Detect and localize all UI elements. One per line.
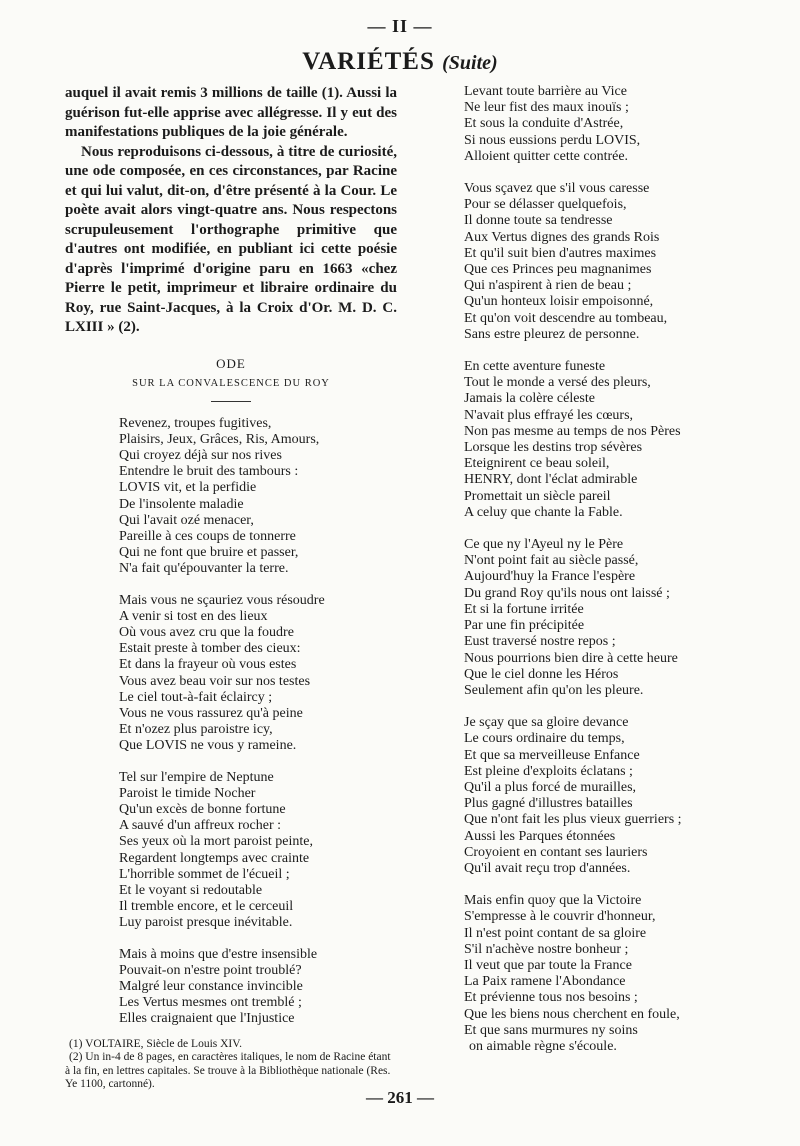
- verse-line: Plaisirs, Jeux, Grâces, Ris, Amours,: [119, 431, 320, 447]
- verse-line: Et n'ozez plus paroistre icy,: [119, 722, 273, 738]
- verse-line: Que ces Princes peu magnanimes: [464, 262, 652, 278]
- verse-line: Si nous eussions perdu LOVIS,: [464, 132, 641, 148]
- verse-line: Aussi les Parques étonnées: [464, 828, 616, 844]
- verse-line: Plus gagné d'illustres batailles: [464, 796, 633, 812]
- ode-subtitle: SUR LA CONVALESCENCE DU ROY: [132, 377, 330, 389]
- verse-line: Est pleine d'exploits éclatans ;: [464, 763, 633, 779]
- prose-paragraph: auquel il avait remis 3 millions de taille (1). Aussi la guérison fut-elle apprise avec allégresse. Il y eut des manifestations publiques de la joie générale.: [65, 85, 397, 140]
- verse-line: Pareille à ces coups de tonnerre: [119, 528, 296, 544]
- footnote: (2) Un in-4 de 8 pages, en caractères italiques, le nom de Racine étant à la fin, en lettres capitales. Se trouve à la Bibliothèque nationale (Res. Ye 1100, cartonné).: [65, 1051, 391, 1091]
- right-column: [464, 84, 754, 1055]
- verse-line: De l'insolente maladie: [119, 496, 244, 512]
- verse-line: Tout le monde a versé des pleurs,: [464, 375, 651, 391]
- verse-line: L'horrible sommet de l'écueil ;: [119, 866, 290, 882]
- verse-line: Alloient quitter cette contrée.: [464, 148, 629, 164]
- left-poem: [119, 416, 397, 1028]
- verse-line: Je sçay que sa gloire devance: [464, 715, 629, 731]
- stanza: [464, 537, 754, 699]
- verse-line: A venir si tost en des lieux: [119, 608, 268, 624]
- verse-line: Et qu'il suit bien d'autres maximes: [464, 245, 657, 261]
- verse-line: Jamais la colère céleste: [464, 391, 595, 407]
- verse-line: Aux Vertus dignes des grands Rois: [464, 229, 660, 245]
- verse-line: Et le voyant si redoutable: [119, 882, 263, 898]
- verse-line: N'ont point fait au siècle passé,: [464, 553, 639, 569]
- verse-line: Qu'il a plus forcé de murailles,: [464, 779, 637, 795]
- verse-line: Tel sur l'empire de Neptune: [119, 769, 274, 785]
- verse-line: Du grand Roy qu'ils nous ont laissé ;: [464, 585, 670, 601]
- left-column: [65, 84, 397, 1092]
- verse-line: Pour se délasser quelquefois,: [464, 197, 627, 213]
- verse-line: Lorsque les destins trop sévères: [464, 440, 643, 456]
- page-number-top: — II —: [367, 16, 433, 36]
- stanza: [464, 715, 754, 877]
- verse-line: Le cours ordinaire du temps,: [464, 731, 625, 747]
- verse-line: Seulement afin qu'on les pleure.: [464, 682, 644, 698]
- verse-line: Il donne toute sa tendresse: [464, 213, 613, 229]
- verse-line: Ce que ny l'Ayeul ny le Père: [464, 537, 624, 553]
- intro-text: [65, 84, 397, 338]
- verse-line: S'empresse à le couvrir d'honneur,: [464, 909, 656, 925]
- verse-line: on aimable règne s'écoule.: [469, 1038, 617, 1054]
- stanza: [464, 84, 754, 165]
- verse-line: Qui ne font que bruire et passer,: [119, 545, 299, 561]
- verse-line: Par une fin précipitée: [464, 618, 585, 634]
- verse-line: Vous sçavez que s'il vous caresse: [464, 181, 650, 197]
- stanza: [119, 593, 397, 755]
- verse-line: Estait preste à tomber des cieux:: [119, 641, 301, 657]
- verse-line: Revenez, troupes fugitives,: [119, 415, 272, 431]
- verse-line: Et que sa merveilleuse Enfance: [464, 747, 640, 763]
- verse-line: Les Vertus mesmes ont tremblé ;: [119, 995, 302, 1011]
- footnote: (1) VOLTAIRE, Siècle de Louis XIV.: [69, 1037, 242, 1050]
- verse-line: Et dans la frayeur où vous estes: [119, 657, 297, 673]
- verse-line: HENRY, dont l'éclat admirable: [464, 472, 638, 488]
- verse-line: Et prévienne tous nos besoins ;: [464, 990, 638, 1006]
- verse-line: En cette aventure funeste: [464, 359, 606, 375]
- verse-line: Levant toute barrière au Vice: [464, 84, 627, 99]
- verse-line: Qu'il avait reçu trop d'années.: [464, 860, 631, 876]
- verse-line: Qui croyez déjà sur nos rives: [119, 447, 282, 463]
- verse-line: Malgré leur constance invincible: [119, 979, 303, 994]
- verse-line: Et qu'on voit descendre au tombeau,: [464, 310, 668, 326]
- stanza: [464, 359, 754, 521]
- verse-line: Que le ciel donne les Héros: [464, 666, 619, 682]
- verse-line: La Paix ramene l'Abondance: [464, 974, 626, 990]
- verse-line: N'avait plus effrayé les cœurs,: [464, 407, 634, 423]
- verse-line: Que n'ont fait les plus vieux guerriers ;: [464, 812, 682, 828]
- footnotes: [65, 1038, 397, 1092]
- verse-line: Et sous la conduite d'Astrée,: [464, 116, 624, 132]
- verse-line: Vous avez beau voir sur nos testes: [119, 673, 311, 689]
- verse-line: Non pas mesme au temps de nos Pères: [464, 423, 681, 439]
- verse-line: Luy paroist presque inévitable.: [119, 915, 293, 931]
- verse-line: Mais vous ne sçauriez vous résoudre: [119, 592, 325, 608]
- page-number-bottom: — 261 —: [366, 1088, 434, 1107]
- verse-line: Ne leur fist des maux inouïs ;: [464, 100, 629, 116]
- verse-line: Croyoient en contant ses lauriers: [464, 844, 648, 860]
- verse-line: Et que sans murmures ny soins: [464, 1022, 638, 1038]
- verse-line: Eust traversé nostre repos ;: [464, 634, 616, 650]
- verse-line: N'a fait qu'épouvanter la terre.: [119, 561, 289, 577]
- stanza: [119, 770, 397, 932]
- right-poem: [464, 84, 754, 1055]
- verse-line: A sauvé d'un affreux rocher :: [119, 818, 282, 834]
- stanza: [464, 181, 754, 343]
- verse-line: Il tremble encore, et le cerceuil: [119, 899, 294, 915]
- stanza: [464, 893, 754, 1055]
- verse-line: Regardent longtemps avec crainte: [119, 850, 310, 866]
- verse-line: S'il n'achève nostre bonheur ;: [464, 941, 629, 957]
- verse-line: Que les biens nous cherchent en foule,: [464, 1006, 680, 1022]
- verse-line: Le ciel tout-à-fait éclaircy ;: [119, 689, 273, 705]
- verse-line: Où vous avez cru que la foudre: [119, 624, 294, 640]
- verse-line: LOVIS vit, et la perfidie: [119, 480, 257, 496]
- verse-line: Vous ne vous rassurez qu'à peine: [119, 705, 303, 721]
- stanza: [119, 947, 397, 1028]
- stanza: [119, 416, 397, 578]
- ode-divider: [211, 401, 251, 402]
- verse-line: Sans estre pleurez de personne.: [464, 326, 640, 342]
- verse-line: Entendre le bruit des tambours :: [119, 464, 299, 480]
- verse-line: Il n'est point contant de sa gloire: [464, 925, 647, 941]
- verse-line: Pouvait-on n'estre point troublé?: [119, 962, 302, 978]
- verse-line: Promettait un siècle pareil: [464, 488, 611, 504]
- verse-line: Elles craignaient que l'Injustice: [119, 1011, 295, 1027]
- verse-line: Mais à moins que d'estre insensible: [119, 946, 318, 962]
- verse-line: Il veut que par toute la France: [464, 957, 632, 973]
- verse-line: Ses yeux où la mort paroist peinte,: [119, 834, 314, 850]
- verse-line: Eteignirent ce beau soleil,: [464, 456, 610, 472]
- verse-line: Qui n'aspirent à rien de beau ;: [464, 278, 632, 294]
- verse-line: Nous pourrions bien dire à cette heure: [464, 650, 678, 666]
- verse-line: Qu'un honteux loisir empoisonné,: [464, 294, 654, 310]
- ode-title: ODE: [216, 355, 246, 371]
- section-title-main: VARIÉTÉS: [302, 48, 435, 75]
- verse-line: Mais enfin quoy que la Victoire: [464, 893, 642, 909]
- verse-line: Aujourd'huy la France l'espère: [464, 569, 636, 585]
- verse-line: Qui l'avait ozé menacer,: [119, 512, 254, 528]
- section-title-suffix: (Suite): [442, 52, 498, 74]
- verse-line: A celuy que chante la Fable.: [464, 504, 623, 520]
- verse-line: Qu'un excès de bonne fortune: [119, 801, 286, 817]
- verse-line: Que LOVIS ne vous y rameine.: [119, 738, 297, 754]
- prose-paragraph: Nous reproduisons ci-dessous, à titre de curiosité, une ode composée, en ces circonstances, par Racine et qui lui valut, dit-on, d'être présenté à la Cour. Le poète avait alors vingt-quatre ans. Nous respectons scrupuleusement l'orthographe primitive que d'autres ont modifiée, en publiant ici cette poésie d'après l'imprimé d'origine paru en 1663 «chez Pierre le petit, imprimeur et libraire ordinaire du Roy, rue Saint-Jacques, à la Croix d'Or. M. D. C. LXIII » (2).: [65, 143, 397, 335]
- verse-line: Et si la fortune irritée: [464, 601, 584, 617]
- section-title: [0, 48, 800, 76]
- verse-line: Paroist le timide Nocher: [119, 785, 256, 801]
